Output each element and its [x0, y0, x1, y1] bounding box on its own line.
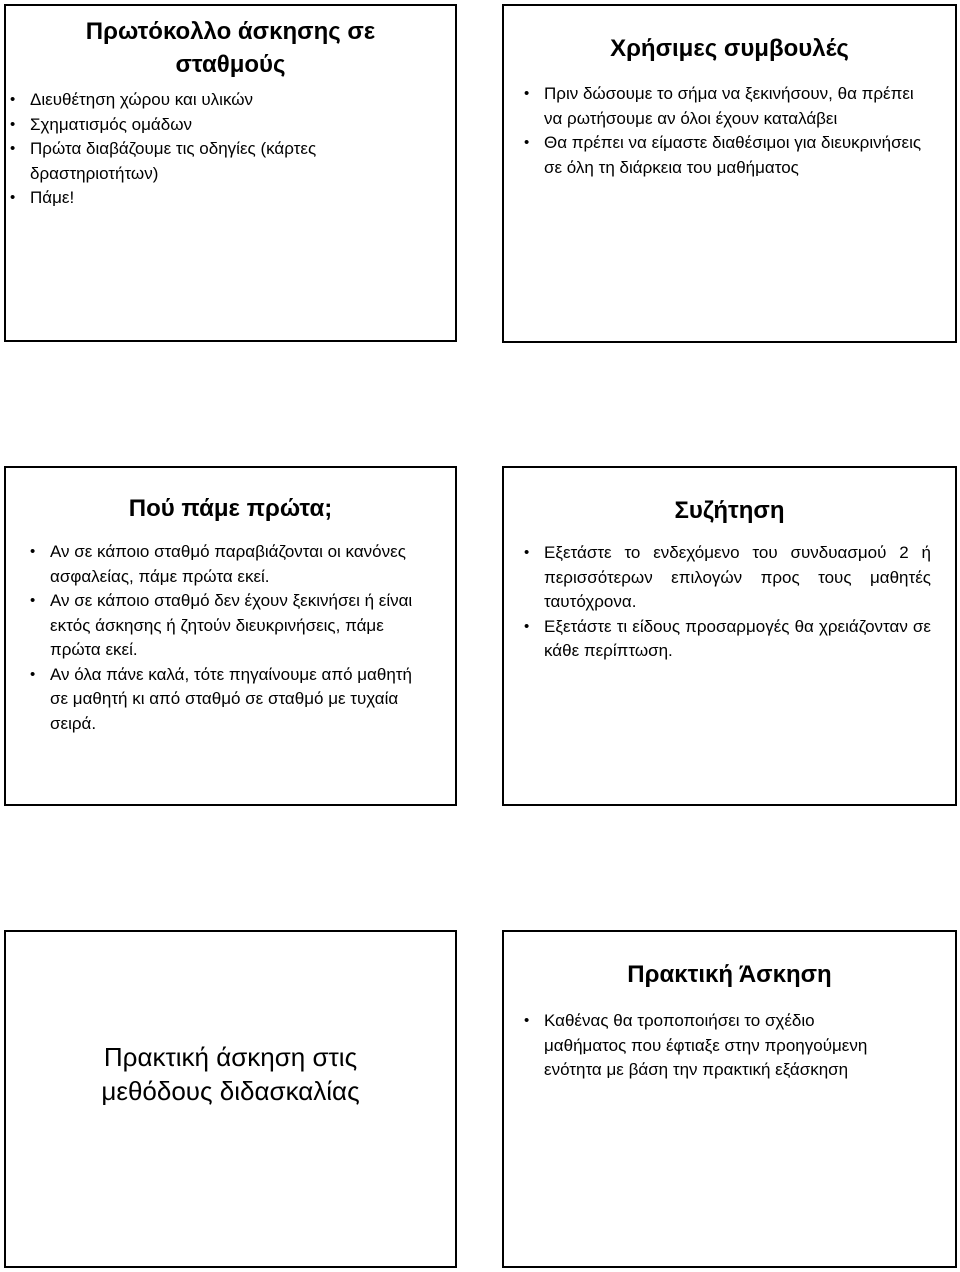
bullet: • Εξετάστε το ενδεχόμενο του συνδυασμού 2 ή περισσότερων επιλογών προς τους μαθητές ταυτόχρονα. [520, 541, 931, 615]
bullet: • Διευθέτηση χώρου και υλικών [6, 88, 435, 113]
slide-3-title: Πού πάμε πρώτα; [128, 495, 333, 522]
bullet: • Αν όλα πάνε καλά, τότε πηγαίνουμε από μαθητή σε μαθητή κι από σταθμό σε σταθμό με τυχαία σειρά. [26, 663, 425, 737]
bullet: • Αν σε κάποιο σταθμό δεν έχουν ξεκινήσει ή είναι εκτός άσκησης ή ζητούν διευκρινήσεις, πάμε πρώτα εκεί. [26, 589, 425, 663]
slide-4 [502, 466, 957, 806]
slide-6-bullets [504, 1009, 955, 1083]
slide-4-bullets [504, 541, 955, 664]
slide-1-bullets [6, 88, 455, 211]
bullet: • Πριν δώσουμε το σήμα να ξεκινήσουν, θα πρέπει να ρωτήσουμε αν όλοι έχουν καταλάβει [520, 82, 931, 131]
slide-2-bullets [504, 82, 955, 180]
slide-5-title: Πρακτική άσκηση στις μεθόδους διδασκαλίας [101, 1042, 360, 1106]
bullet: • Θα πρέπει να είμαστε διαθέσιμοι για διευκρινήσεις σε όλη τη διάρκεια του μαθήματος [520, 131, 931, 180]
slide-3 [4, 466, 457, 806]
bullet: • Πρώτα διαβάζουμε τις οδηγίες (κάρτες δραστηριοτήτων) [6, 137, 435, 186]
slide-2 [502, 4, 957, 343]
slide-5 [4, 930, 457, 1268]
slide-2-title: Χρήσιμες συμβουλές [610, 35, 849, 62]
slide-6-title: Πρακτική Άσκηση [627, 961, 832, 988]
slide-1 [4, 4, 457, 342]
bullet: • Πάμε! [6, 186, 435, 211]
slide-6 [502, 930, 957, 1268]
slide-1-title: Πρωτόκολλο άσκησης σε σταθμούς [85, 18, 376, 78]
bullet: • Καθένας θα τροποποιήσει το σχέδιο μαθήματος που έφτιαξε στην προηγούμενη ενότητα με βάση την πρακτική εξάσκηση [520, 1009, 885, 1083]
bullet: • Σχηματισμός ομάδων [6, 113, 435, 138]
bullet: • Εξετάστε τι είδους προσαρμογές θα χρειάζονταν σε κάθε περίπτωση. [520, 615, 931, 664]
bullet: • Αν σε κάποιο σταθμό παραβιάζονται οι κανόνες ασφαλείας, πάμε πρώτα εκεί. [26, 540, 425, 589]
slide-3-bullets [6, 540, 455, 736]
slide-4-title: Συζήτηση [674, 497, 785, 524]
